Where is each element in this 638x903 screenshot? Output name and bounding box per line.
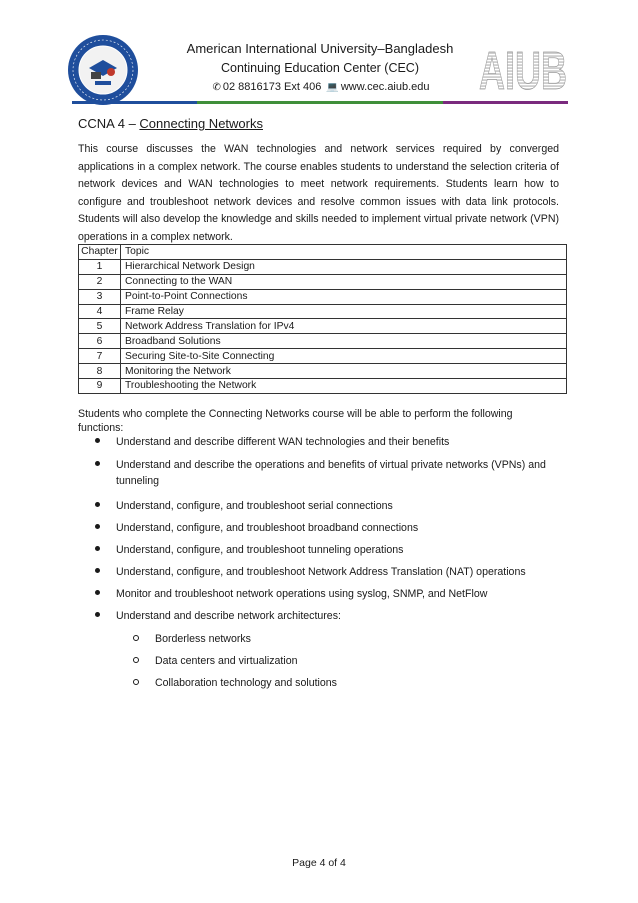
header-bar-purple	[443, 101, 568, 104]
sub-list-item: Borderless networks	[116, 631, 568, 647]
bullet-icon	[95, 502, 100, 507]
list-item: Understand, configure, and troubleshoot serial connections	[78, 498, 568, 514]
university-name: American International University–Bangladesh	[186, 41, 454, 56]
header-bar-blue	[72, 101, 197, 104]
bullet-icon	[95, 612, 100, 617]
list-item: Understand, configure, and troubleshoot Network Address Translation (NAT) operations	[78, 564, 568, 580]
bullet-icon	[95, 590, 100, 595]
aiub-logo	[478, 39, 568, 101]
outcomes-intro: Students who complete the Connecting Networks course will be able to perform the following functions:	[78, 408, 513, 434]
table-row	[79, 364, 567, 379]
chapter-topic: Network Address Translation for IPv4	[121, 319, 567, 334]
letterhead	[150, 40, 490, 96]
sub-bullet-icon	[133, 679, 139, 685]
outcomes-list	[78, 434, 568, 691]
table-row	[79, 319, 567, 334]
list-item: Monitor and troubleshoot network operations using syslog, SNMP, and NetFlow	[78, 586, 568, 602]
contact-line	[150, 79, 490, 96]
course-title	[78, 115, 263, 133]
architecture-sublist	[116, 631, 568, 691]
course-name: Connecting Networks	[139, 116, 263, 131]
list-item: Understand, configure, and troubleshoot tunneling operations	[78, 542, 568, 558]
page-number: Page 4 of 4	[292, 857, 346, 869]
bullet-icon	[95, 524, 100, 529]
header-bar-green	[197, 101, 443, 104]
table-row	[79, 259, 567, 274]
list-item: Understand and describe network architectures: Borderless networks Data centers and virtualization Collaboration technology and solutions	[78, 608, 568, 691]
chapter-number: 2	[79, 274, 121, 289]
table-row	[79, 334, 567, 349]
header-chapter: Chapter	[79, 245, 121, 260]
bullet-icon	[95, 461, 100, 466]
center-name: Continuing Education Center (CEC)	[220, 61, 420, 75]
course-code: CCNA 4 –	[78, 116, 140, 131]
chapter-topic: Point-to-Point Connections	[121, 289, 567, 304]
table-row	[79, 379, 567, 394]
chapter-number: 8	[79, 364, 121, 379]
bullet-icon	[95, 568, 100, 573]
university-seal-icon	[67, 34, 139, 106]
chapter-number: 4	[79, 304, 121, 319]
chapter-number: 6	[79, 334, 121, 349]
chapter-number: 5	[79, 319, 121, 334]
chapter-number: 3	[79, 289, 121, 304]
chapter-number: 7	[79, 349, 121, 364]
course-description: This course discusses the WAN technologies and network services required by converged applications in a complex network. The course enables students to understand the selection criteria of network devices and WAN technologies to meet network requirements. Students learn how to configure and troubleshoot network devices and resolve common issues with data link protocols. Students will also develop the knowledge and skills needed to implement virtual private network (VPN) operations in a complex network.	[78, 143, 559, 243]
list-item: Understand, configure, and troubleshoot broadband connections	[78, 520, 568, 536]
table-row	[79, 349, 567, 364]
sub-bullet-icon	[133, 657, 139, 663]
aiub-logo-text: AIUB	[479, 41, 567, 101]
table-header-row	[79, 245, 567, 260]
chapter-topic: Connecting to the WAN	[121, 274, 567, 289]
chapter-topic: Monitoring the Network	[121, 364, 567, 379]
sub-list-item: Data centers and virtualization	[116, 653, 568, 669]
website-link[interactable]: www.cec.aiub.edu	[340, 81, 430, 93]
computer-icon: 💻	[326, 82, 339, 93]
chapter-topic: Hierarchical Network Design	[121, 259, 567, 274]
sub-bullet-icon	[133, 635, 139, 641]
bullet-icon	[95, 438, 100, 443]
chapter-number: 9	[79, 379, 121, 394]
table-row	[79, 304, 567, 319]
table-row	[79, 274, 567, 289]
phone-number: 02 8816173 Ext 406	[222, 81, 322, 93]
chapter-topic: Broadband Solutions	[121, 334, 567, 349]
list-item: Understand and describe the operations and benefits of virtual private networks (VPNs) and tunneling	[78, 457, 568, 489]
bullet-icon	[95, 546, 100, 551]
chapter-topic: Securing Site-to-Site Connecting	[121, 349, 567, 364]
chapter-number: 1	[79, 259, 121, 274]
chapter-topic: Frame Relay	[121, 304, 567, 319]
phone-icon: ✆	[212, 82, 221, 93]
header-topic: Topic	[121, 245, 567, 260]
chapter-table	[78, 244, 567, 394]
table-row	[79, 289, 567, 304]
sub-list-item: Collaboration technology and solutions	[116, 675, 568, 691]
chapter-topic: Troubleshooting the Network	[121, 379, 567, 394]
list-item: Understand and describe different WAN technologies and their benefits	[78, 434, 568, 450]
